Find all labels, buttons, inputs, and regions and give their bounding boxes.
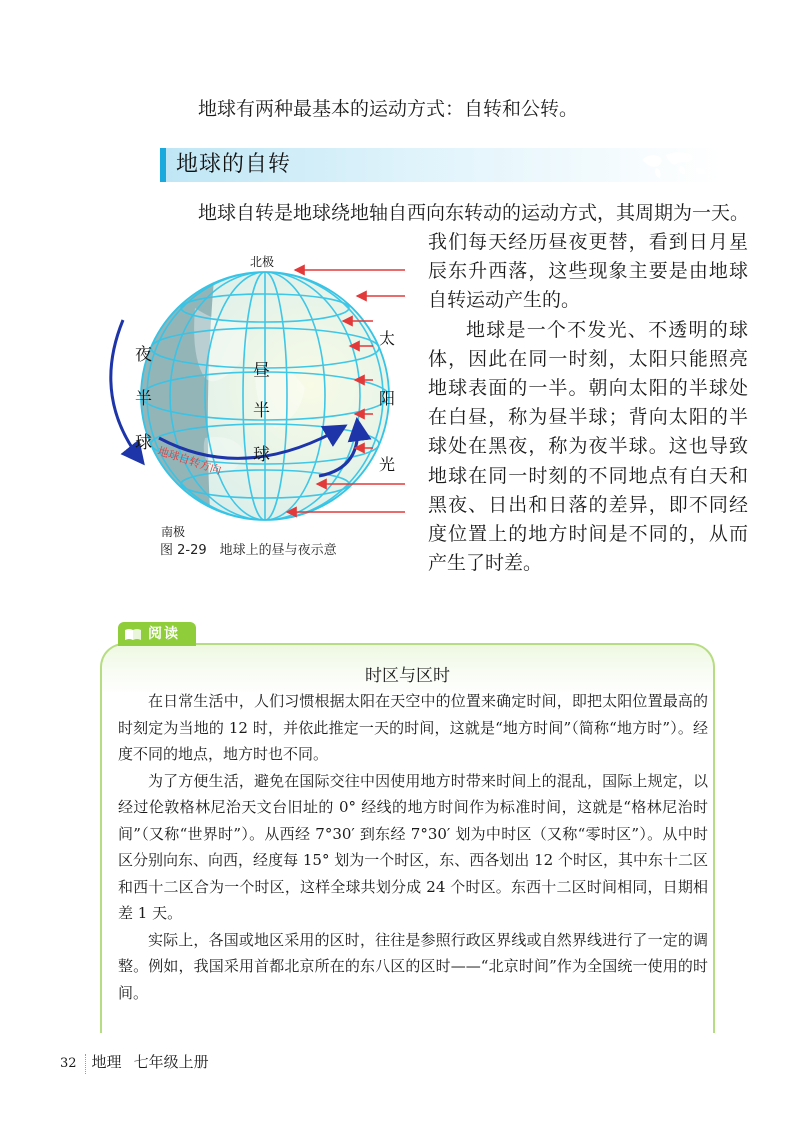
day-char-1: 昼 bbox=[253, 361, 270, 381]
reading-body bbox=[118, 688, 708, 1006]
night-char-3: 球 bbox=[135, 433, 152, 453]
heading-accent-bar bbox=[160, 148, 166, 182]
reading-paragraph: 实际上，各国或地区采用的区时，往往是参照行政区界线或自然界线进行了一定的调整。例如，我国采用首都北京所在的东八区的区时——“北京时间”作为全国统一使用的时间。 bbox=[118, 930, 708, 1002]
rotation-phenomena-text: 我们每天经历昼夜更替，看到日月星辰东升西落，这些现象主要是由地球自转运动产生的。 bbox=[428, 231, 748, 312]
section-body bbox=[428, 228, 748, 578]
sun-char-1: 太 bbox=[379, 329, 396, 348]
section-title: 地球的自转 bbox=[176, 152, 292, 177]
night-char-2: 半 bbox=[135, 389, 152, 409]
book-icon bbox=[124, 628, 142, 640]
reading-tag-label: 阅读 bbox=[148, 626, 180, 642]
rotation-definition: 地球自转是地球绕地轴自西向东转动的运动方式，其周期为一天。 bbox=[198, 202, 750, 224]
section-heading bbox=[160, 148, 720, 182]
reading-paragraph: 在日常生活中，人们习惯根据太阳在天空中的位置来确定时间，即把太阳位置最高的时刻定为当地的 12 时，并依此推定一天的时间，这就是“地方时间”（简称“地方时”）。经度不同的地点，地方时也不同。 bbox=[118, 692, 708, 763]
day-night-text: 地球是一个不发光、不透明的球体，因此在同一时刻，太阳只能照亮地球表面的一半。朝向太阳的半球处在白昼，称为昼半球；背向太阳的半球处在黑夜，称为夜半球。这也导致地球在同一时刻的不同地点有白天和黑夜、日出和日落的差异，即不同经度位置上的地方时间是不同的，从而产生了时差。 bbox=[428, 318, 748, 575]
footer-grade: 七年级上册 bbox=[133, 1053, 209, 1071]
rotation-direction-label: 地球自转方向 bbox=[156, 444, 223, 478]
page-footer bbox=[60, 1052, 209, 1074]
day-char-3: 球 bbox=[253, 445, 270, 465]
day-night-globe-figure bbox=[95, 248, 410, 548]
reading-title: 时区与区时 bbox=[365, 666, 450, 686]
reading-paragraph: 为了方便生活，避免在国际交往中因使用地方时带来时间上的混乱，国际上规定，以经过伦敦格林尼治天文台旧址的 0° 经线的地方时间作为标准时间，这就是“格林尼治时间”（又称“世界时”）。从西经 7°30′ 到东经 7°30′ 划为中时区（又称“零时区”）。从中时区分别向东、向西，经度每 15° 划为一个时区，东、西各划出 12 个时区，其中东十二区和西十二区合为一个时区，这样全球共划分成 24 个时区。东西十二区时间相同，日期相差 1 天。 bbox=[118, 771, 708, 922]
page-number: 32 bbox=[60, 1054, 86, 1074]
footer-subject: 地理 bbox=[91, 1053, 122, 1071]
sun-char-2: 阳 bbox=[379, 389, 396, 408]
intro-sentence: 地球有两种最基本的运动方式：自转和公转。 bbox=[198, 98, 579, 120]
day-char-2: 半 bbox=[253, 401, 270, 421]
south-pole-label: 南极 bbox=[161, 525, 186, 539]
north-pole-label: 北极 bbox=[250, 255, 275, 269]
sun-char-3: 光 bbox=[379, 455, 396, 474]
reading-tag bbox=[118, 622, 196, 646]
world-map-icon bbox=[636, 148, 716, 182]
night-char-1: 夜 bbox=[135, 345, 152, 365]
figure-caption: 图 2-29 地球上的昼与夜示意 bbox=[160, 543, 337, 558]
